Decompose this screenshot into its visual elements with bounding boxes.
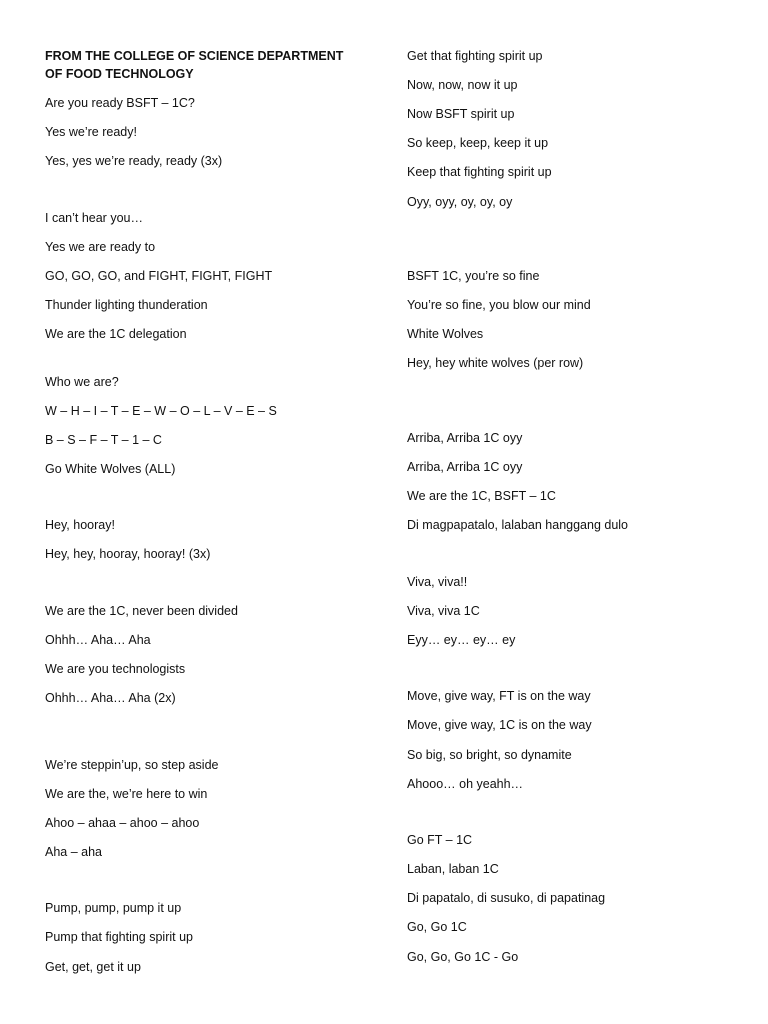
lyric-line: Arriba, Arriba 1C oyy [407,460,523,474]
lyric-line: Go White Wolves (ALL) [45,462,176,476]
lyric-line: Hey, hey white wolves (per row) [407,356,584,370]
lyric-line: Yes, yes we’re ready, ready (3x) [45,154,223,168]
lyric-line: Go, Go, Go 1C - Go [407,950,519,964]
lyric-line: Viva, viva 1C [407,604,480,618]
lyric-line: Get, get, get it up [45,960,141,974]
lyric-line: BSFT 1C, you’re so fine [407,269,540,283]
lyric-line: Are you ready BSFT – 1C? [45,96,195,110]
lyric-line: Who we are? [45,375,119,389]
lyric-line: GO, GO, GO, and FIGHT, FIGHT, FIGHT [45,269,273,283]
lyric-line: Yes we are ready to [45,240,156,254]
lyric-line: Now BSFT spirit up [407,107,515,121]
lyric-line: Go, Go 1C [407,920,467,934]
lyric-line: Arriba, Arriba 1C oyy [407,431,523,445]
lyric-line: Move, give way, 1C is on the way [407,718,592,732]
lyric-line: Aha – aha [45,845,102,859]
lyric-line: Get that fighting spirit up [407,49,543,63]
lyric-line: Ohhh… Aha… Aha [45,633,151,647]
lyric-line: Ahoo – ahaa – ahoo – ahoo [45,816,200,830]
lyric-line: Viva, viva!! [407,575,468,589]
lyric-line: B – S – F – T – 1 – C [45,433,162,447]
lyric-line: Thunder lighting thunderation [45,298,208,312]
lyric-line: Oyy, oyy, oy, oy, oy [407,195,513,209]
lyric-line: We’re steppin’up, so step aside [45,758,219,772]
lyric-line: Go FT – 1C [407,833,473,847]
lyric-line: I can’t hear you… [45,211,143,225]
lyric-line: W – H – I – T – E – W – O – L – V – E – S [45,404,277,418]
lyric-line: We are the 1C, never been divided [45,604,238,618]
lyric-line: Yes we’re ready! [45,125,137,139]
lyric-line: Di magpapatalo, lalaban hanggang dulo [407,518,629,532]
lyric-line: Eyy… ey… ey… ey [407,633,516,647]
lyric-line: Pump that fighting spirit up [45,930,193,944]
lyric-line: Move, give way, FT is on the way [407,689,591,703]
lyric-line: Now, now, now it up [407,78,518,92]
lyric-line: Pump, pump, pump it up [45,901,182,915]
lyric-line: Hey, hey, hooray, hooray! (3x) [45,547,211,561]
lyric-line: We are the 1C delegation [45,327,187,341]
lyric-line: Ohhh… Aha… Aha (2x) [45,691,176,705]
lyric-line: Ahooo… oh yeahh… [407,777,524,791]
lyric-line: We are you technologists [45,662,186,676]
lyric-line: Keep that fighting spirit up [407,165,552,179]
lyric-line: We are the 1C, BSFT – 1C [407,489,556,503]
lyric-line: So keep, keep, keep it up [407,136,549,150]
lyric-line: Laban, laban 1C [407,862,499,876]
lyric-line: White Wolves [407,327,484,341]
lyric-line: Di papatalo, di susuko, di papatinag [407,891,606,905]
lyric-line: We are the, we’re here to win [45,787,208,801]
lyric-line: So big, so bright, so dynamite [407,748,572,762]
lyric-line: Hey, hooray! [45,518,115,532]
page-title: FROM THE COLLEGE OF SCIENCE DEPARTMENT OF FOOD TECHNOLOGY [45,49,344,81]
lyric-line: You’re so fine, you blow our mind [407,298,591,312]
